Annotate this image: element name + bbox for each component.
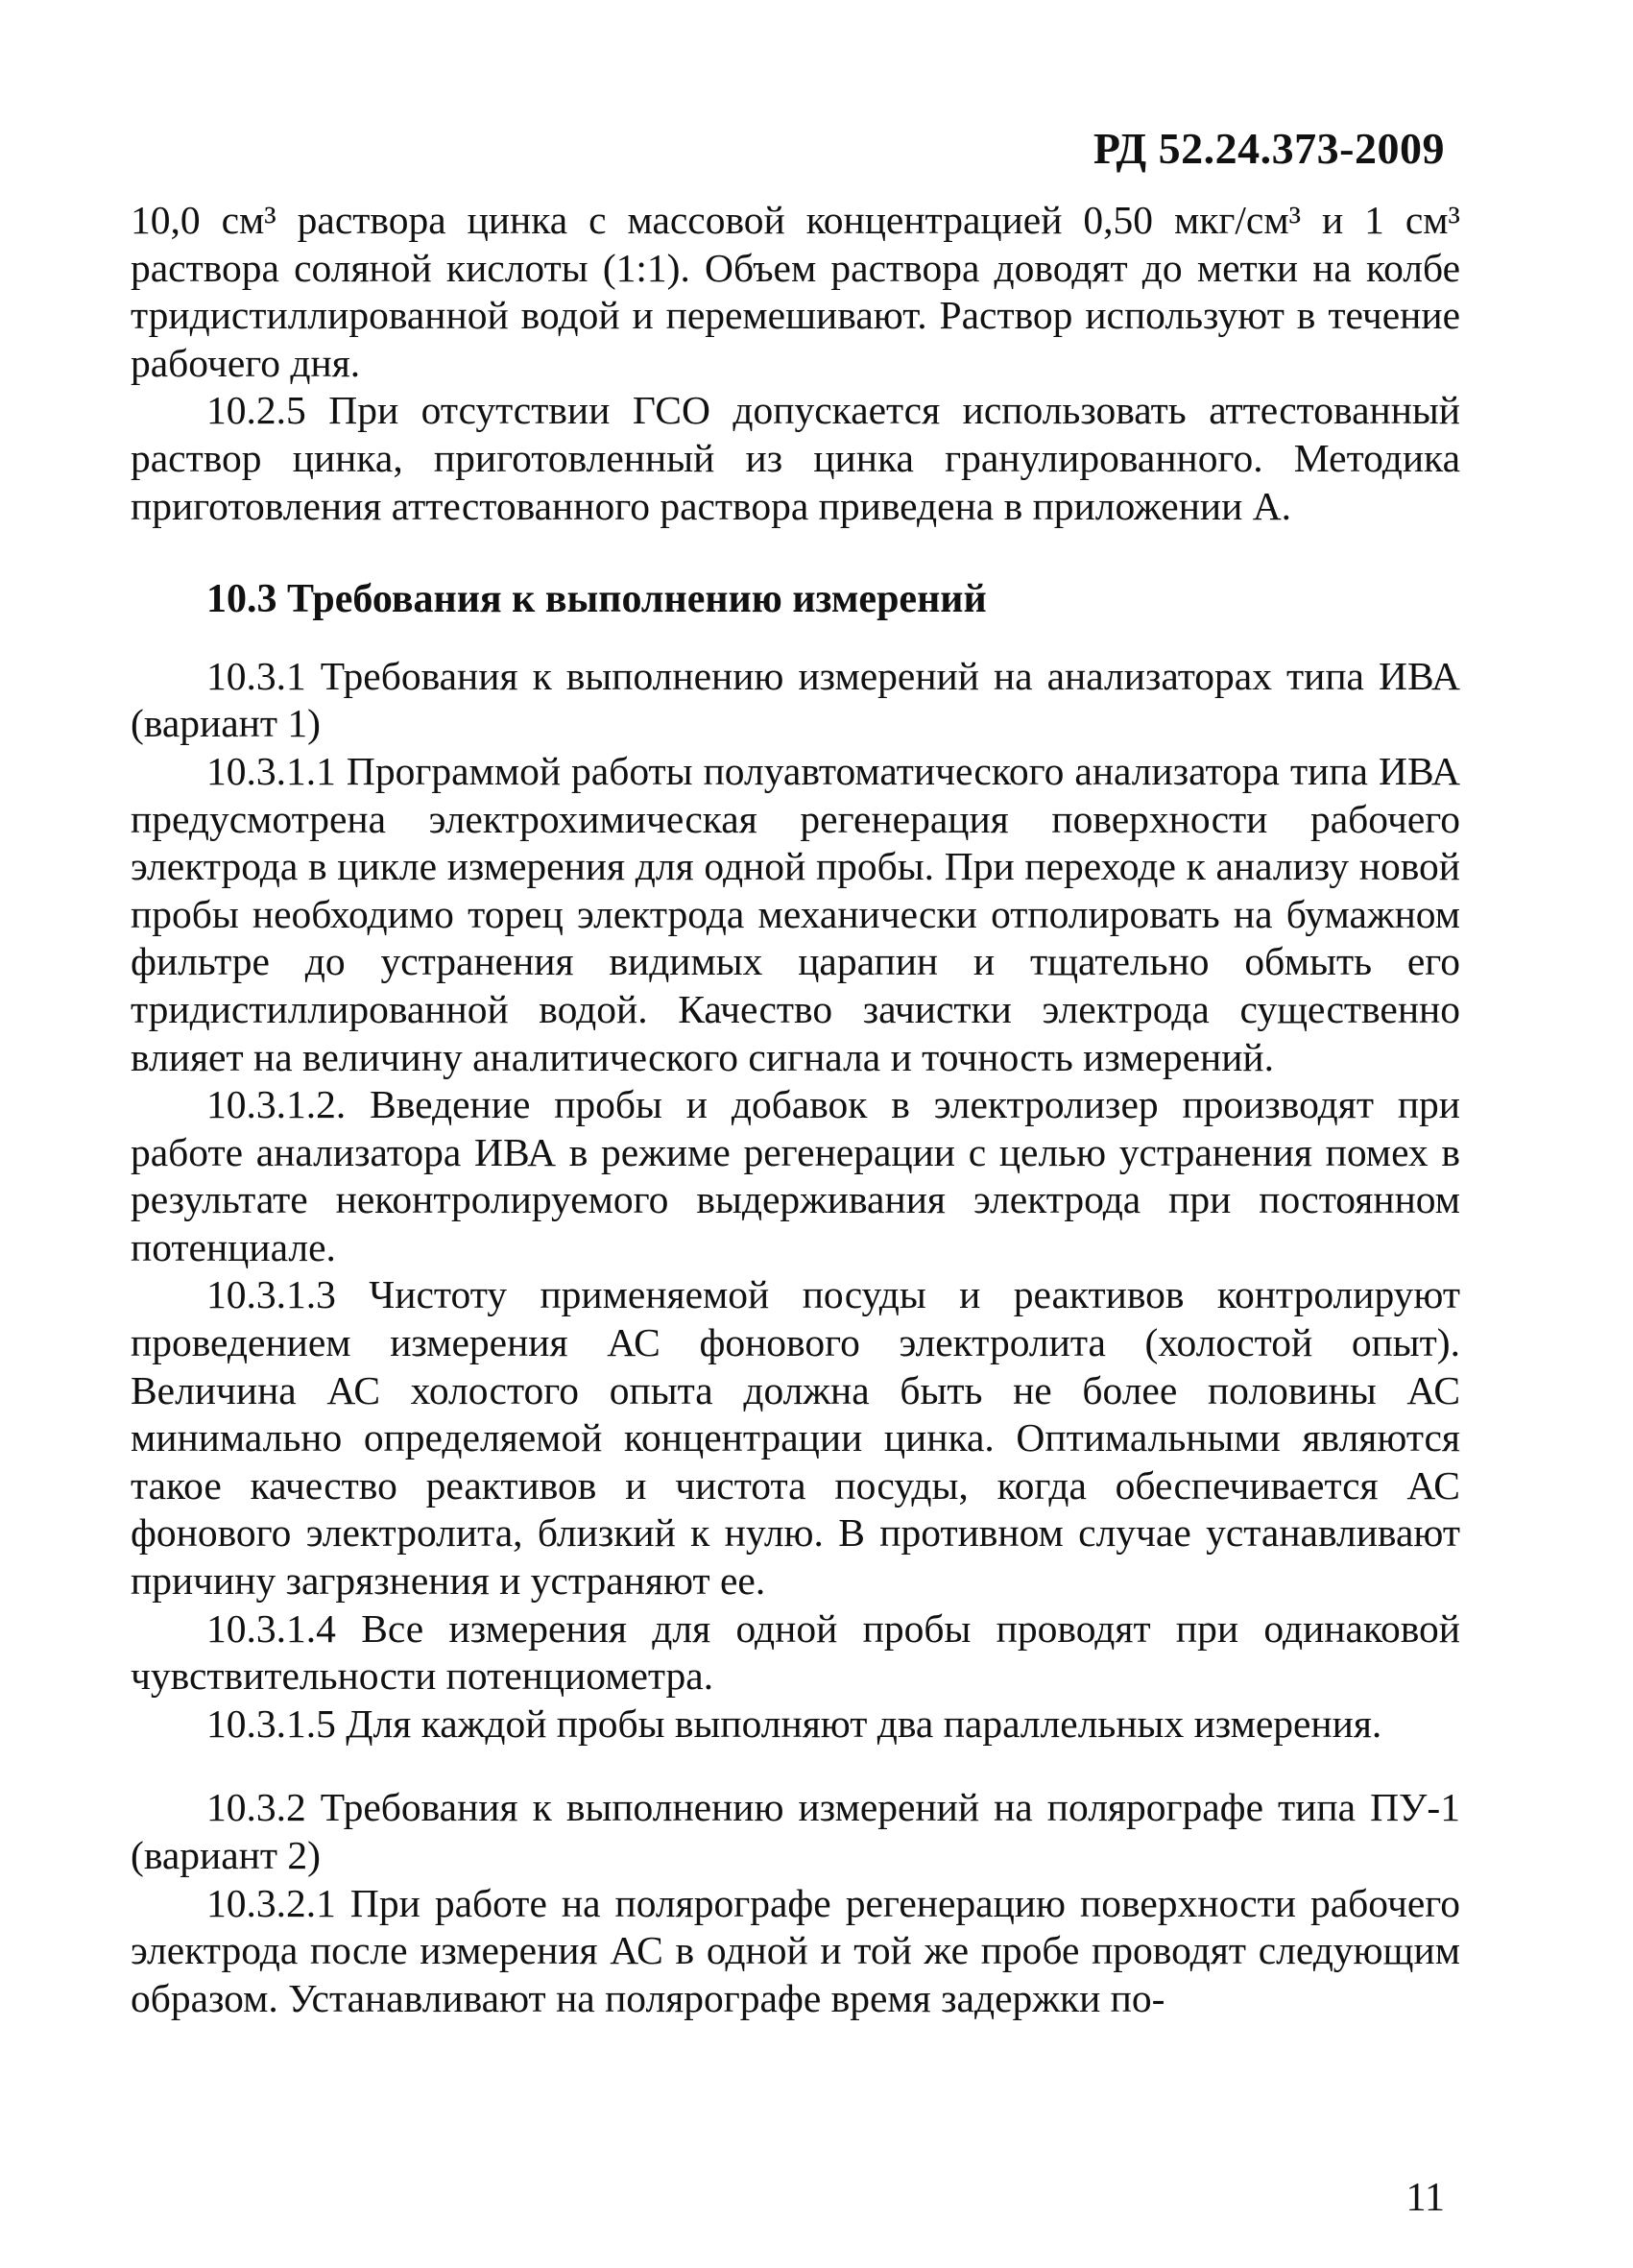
- page-number: 11: [1405, 2176, 1445, 2220]
- paragraph-10-3-2: 10.3.2 Требования к выполнению измерений на полярографе типа ПУ-1 (вариант 2): [131, 1785, 1460, 1877]
- paragraph-10-3-1-5: 10.3.1.5 Для каждой пробы выполняют два параллельных измерения.: [206, 1701, 1382, 1746]
- paragraph-10-3-2-1: 10.3.2.1 При работе на полярографе регенерацию поверхности рабочего электрода после измерения АС в одной и той же пробе проводят следующим образом. Устанавливают на полярографе время задержки по-: [131, 1880, 1460, 2020]
- paragraph-10-3-1-4: 10.3.1.4 Все измерения для одной пробы проводят при одинаковой чувствительности потенциометра.: [131, 1605, 1460, 1699]
- paragraph-10-3-1: 10.3.1 Требования к выполнению измерений на анализаторах типа ИВА (вариант 1): [131, 653, 1460, 746]
- paragraph-10-2-5: 10.2.5 При отсутствии ГСО допускается использовать аттестованный раствор цинка, приготовленный из цинка гранулированного. Методика приготовления аттестованного раствора приведена в приложении А.: [131, 388, 1460, 528]
- paragraph-10-3-1-3: 10.3.1.3 Чистоту применяемой посуды и реактивов контролируют проведением измерения АС фонового электролита (холостой опыт). Величина АС холостого опыта должна быть не более половины АС минимально определяемой концентрации цинка. Оптимальными являются такое качество реактивов и чистота посуды, когда обеспечивается АС фонового электролита, близкий к нулю. В противном случае устанавливают причину загрязнения и устраняют ее.: [131, 1272, 1460, 1604]
- document-body: [131, 197, 1460, 2022]
- paragraph-10-3-1-1: 10.3.1.1 Программой работы полуавтоматического анализатора типа ИВА предусмотрена электрохимическая регенерация поверхности рабочего электрода в цикле измерения для одной пробы. При переходе к анализу новой пробы необходимо торец электрода механически отполировать на бумажном фильтре до устранения видимых царапин и тщательно обмыть его тридистиллированной водой. Качество зачистки электрода существенно влияет на величину аналитического сигнала и точность измерений.: [131, 748, 1460, 1079]
- paragraph-10-3-1-2: 10.3.1.2. Введение пробы и добавок в электролизер производят при работе анализатора ИВА в режиме регенерации с целью устранения помех в результате неконтролируемого выдерживания электрода при постоянном потенциале.: [131, 1082, 1460, 1269]
- document-code: РД 52.24.373-2009: [1093, 124, 1445, 173]
- section-heading-10-3: 10.3 Требования к выполнению измерений: [206, 577, 987, 622]
- paragraph-continuation: 10,0 см³ раствора цинка с массовой концентрацией 0,50 мкг/см³ и 1 см³ раствора соляной кислоты (1:1). Объем раствора доводят до метки на колбе тридистиллированной водой и перемешивают. Раствор используют в течение рабочего дня.: [131, 198, 1460, 385]
